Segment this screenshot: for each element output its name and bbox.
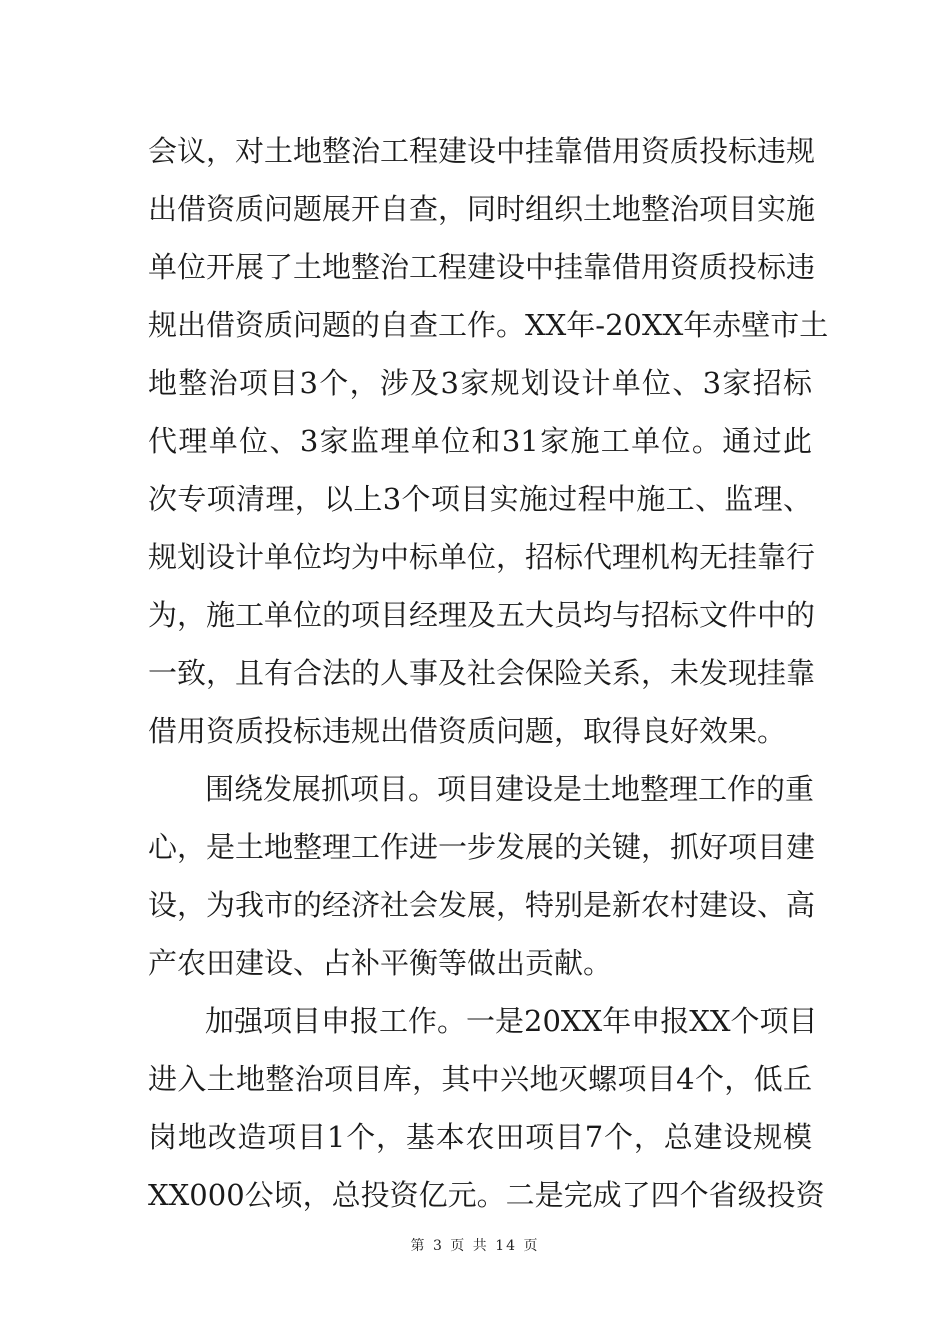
text-line: 出借资质问题展开自查，同时组织土地整治项目实施 [148, 192, 816, 226]
text-line: 单位开展了土地整治工程建设中挂靠借用资质投标违 [148, 250, 816, 284]
text-line: 会议，对土地整治工程建设中挂靠借用资质投标违规 [148, 134, 816, 168]
text-line: 设，为我市的经济社会发展，特别是新农村建设、高 [148, 888, 816, 922]
text-line: 为，施工单位的项目经理及五大员均与招标文件中的 [148, 598, 816, 632]
text-line: 次专项清理，以上3个项目实施过程中施工、监理、 [148, 482, 812, 516]
text-line: 产农田建设、占补平衡等做出贡献。 [148, 946, 613, 980]
text-line: 代理单位、3家监理单位和31家施工单位。通过此 [148, 424, 812, 458]
text-line: 心，是土地整理工作进一步发展的关键，抓好项目建 [148, 830, 816, 864]
page-number-footer: 第 3 页 共 14 页 [410, 1238, 540, 1254]
text-line: 规划设计单位均为中标单位，招标代理机构无挂靠行 [148, 540, 816, 574]
text-line: 借用资质投标违规出借资质问题，取得良好效果。 [148, 714, 787, 748]
paragraph-first-line: 围绕发展抓项目。项目建设是土地整理工作的重 [205, 772, 815, 806]
text-line: 地整治项目3个，涉及3家规划设计单位、3家招标 [148, 366, 812, 400]
text-line: 规出借资质问题的自查工作。XX年-20XX年赤壁市土 [148, 308, 829, 342]
text-line: 一致，且有合法的人事及社会保险关系，未发现挂靠 [148, 656, 816, 690]
text-line: 岗地改造项目1个，基本农田项目7个，总建设规模 [148, 1120, 812, 1154]
text-line: XX000公顷，总投资亿元。二是完成了四个省级投资 [148, 1178, 825, 1212]
paragraph-first-line: 加强项目申报工作。一是20XX年申报XX个项目 [205, 1004, 818, 1038]
text-line: 进入土地整治项目库，其中兴地灭螺项目4个，低丘 [148, 1062, 812, 1096]
